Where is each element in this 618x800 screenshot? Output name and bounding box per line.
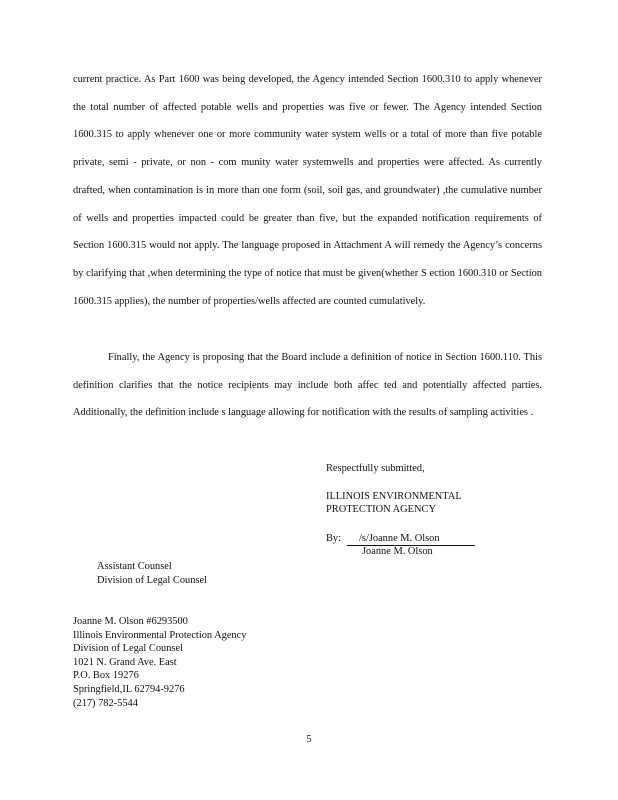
by-label: By:	[326, 533, 342, 544]
counsel-division: Division of Legal Counsel	[97, 574, 207, 586]
closing-line: Respectfully submitted,	[326, 463, 425, 474]
address-city: Springfield,IL 62794-9276	[73, 683, 185, 695]
body-paragraph-1: current practice. As Part 1600 was being developed, the Agency intended Section 1600.310 to apply whenever the total number of affected potable wells and properties was five or fewer. The Agency intended Section 1600.315 to apply whenever one or more community water system wells or a total of more than five potable private, semi - private, or non - com munity water systemwells and properties were affected. As currently drafted, when contamination is in more than one form (soil, soil gas, and groundwater) ,the cumulative number of wells and properties impacted could be greater than five, but the expanded notification requirements of Section 1600.315 would not apply. The language proposed in Attachment A will remedy the Agency’s concerns by clarifying that ,when determining the type of notice that must be given(whether S ection 1600.310 or Section 1600.315 applies), the number of properties/wells affected are counted cumulatively.	[73, 74, 542, 307]
agency-signature-block	[326, 490, 462, 516]
signature-line	[326, 532, 475, 546]
address-name: Joanne M. Olson #6293500	[73, 616, 188, 627]
address-phone: (217) 782-5544	[73, 697, 138, 709]
printed-name: Joanne M. Olson	[362, 546, 433, 557]
page-number: 5	[306, 734, 312, 745]
address-agency: Illinois Environmental Protection Agency	[73, 629, 247, 641]
agency-name-line-1: ILLINOIS ENVIRONMENTAL	[326, 491, 462, 502]
address-division: Division of Legal Counsel	[73, 643, 183, 655]
agency-name-line-2: PROTECTION AGENCY	[326, 504, 436, 515]
address-street: 1021 N. Grand Ave. East	[73, 656, 177, 668]
body-paragraph-2: Finally, the Agency is proposing that the Board include a definition of notice in Section 1600.110. This definition clarifies that the notice recipients may include both affec ted and potentially affected parties. Additionally, the definition include s language allowing for notification with the results of sampling activities .	[73, 352, 542, 419]
counsel-title-block	[97, 560, 207, 587]
electronic-signature: /s/Joanne M. Olson	[347, 532, 475, 546]
address-block	[73, 615, 246, 710]
address-po-box: P.O. Box 19276	[73, 670, 139, 682]
counsel-title: Assistant Counsel	[97, 561, 172, 572]
